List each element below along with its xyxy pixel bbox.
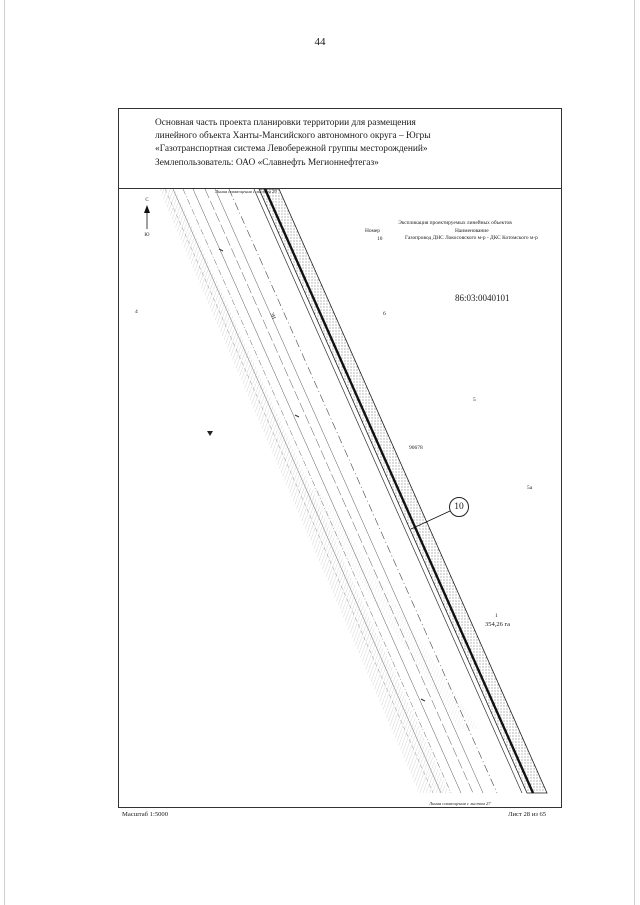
title-line-4: Землепользователь: ОАО «Славнефть Мегионнефтегаз» [155, 157, 379, 168]
label-small-mark: 6 [383, 311, 386, 317]
road-edge-3 [205, 189, 473, 793]
scan-edge-left [4, 0, 5, 905]
match-line-top: Линия совмещения с листом 29 [215, 189, 277, 194]
compass-north: С [145, 198, 149, 203]
page-number: 44 [314, 36, 326, 48]
compass-south: Ю [144, 233, 150, 238]
scale-label: Масштаб 1:5000 [122, 811, 169, 818]
legend-title: Экспликация проектируемых линейных объектов [398, 220, 512, 226]
sheet-label: Лист 28 из 65 [508, 811, 547, 818]
cadastral-quarter-code: 86:03:0040101 [455, 293, 510, 303]
tick-2 [295, 415, 299, 417]
title-line-2: линейного объекта Ханты-Мансийского автономного округа – Югры [155, 131, 431, 142]
label-parcel-mid: 90678 [409, 445, 423, 451]
label-area-value: 354,26 га [485, 621, 511, 628]
tick-3 [421, 699, 425, 701]
map-frame [118, 188, 562, 808]
legend-row [355, 235, 555, 251]
label-parcel-right: 5 [473, 397, 476, 403]
compass [141, 199, 153, 239]
survey-mark [207, 431, 213, 436]
scan-edge-right [634, 0, 635, 905]
label-road-mark: 3Н [268, 311, 277, 321]
legend-row-name: Газопровод ДНС Локосовского м-р - ДКС Котомского м-р [405, 235, 538, 241]
title-line-1: Основная часть проекта планировки территории для размещения [155, 118, 416, 128]
label-far-right: 5а [527, 485, 533, 491]
road-edge-4 [193, 189, 461, 793]
legend-col-name: Наименование [455, 228, 489, 234]
legend-table [355, 219, 555, 251]
tick-1 [219, 249, 223, 251]
label-area-number: 1 [495, 613, 498, 619]
legend-header [355, 227, 555, 235]
match-line-bottom: Линия совмещения с листом 27 [429, 801, 491, 806]
title-line-3: «Газотранспортная система Левобережной группы месторождений» [155, 144, 428, 155]
legend-col-number: Номер [365, 228, 380, 234]
legend-row-number: 10 [377, 236, 383, 242]
title-block [118, 108, 562, 188]
title-text [155, 117, 555, 170]
label-left-mark: 4 [135, 309, 138, 315]
map-drawing [119, 189, 562, 808]
pipeline-marker-10: 10 [449, 497, 469, 517]
